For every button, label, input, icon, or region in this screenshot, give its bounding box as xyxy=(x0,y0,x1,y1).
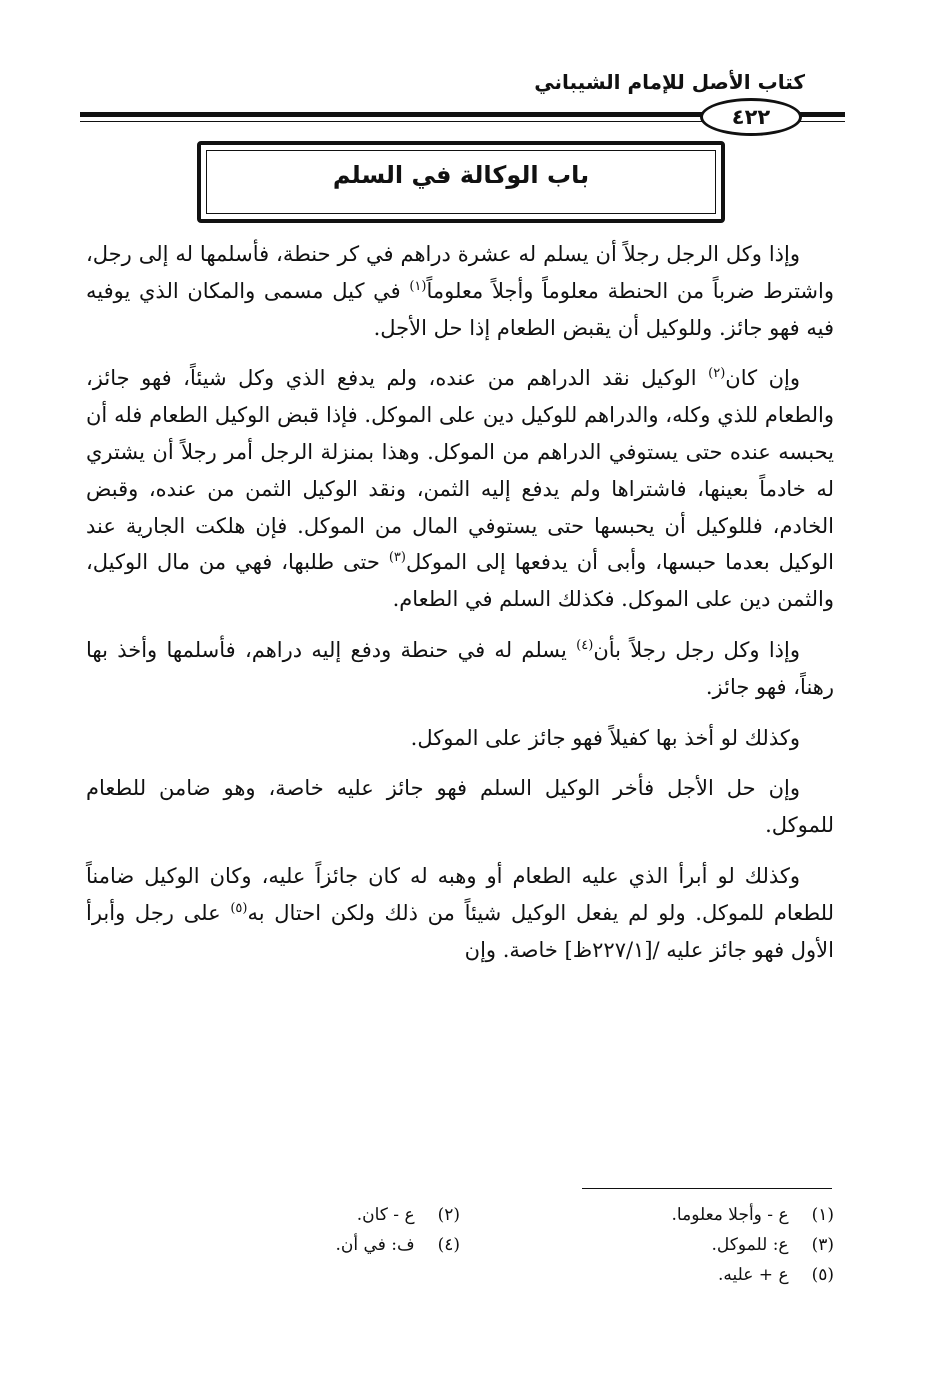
text-run: وكذلك لو أبرأ الذي عليه الطعام أو وهبه له كان جائزاً عليه، وكان الوكيل ضامناً للطعام للموكل. ولو لم يفعل الوكيل شيئاً من ذلك ولكن احتال به xyxy=(86,863,834,925)
footnote-reference: (٢) xyxy=(708,366,726,382)
footnote-separator xyxy=(582,1188,832,1189)
footnote xyxy=(460,1260,834,1290)
text-run: في كيل مسمى والمكان الذي يوفيه فيه فهو جائز. وللوكيل أن يقبض الطعام إذا حل الأجل. xyxy=(86,278,834,340)
text-run: حتى طلبها، فهي من مال الوكيل، والثمن دين على الموكل. فكذلك السلم في الطعام. xyxy=(86,550,834,612)
footnote-row xyxy=(86,1200,834,1230)
text-run: وإذا وكل رجل رجلاً بأن xyxy=(593,637,801,662)
footnote xyxy=(86,1200,460,1230)
text-run: الوكيل نقد الدراهم من عنده، ولم يدفع الذي وكل شيئاً، فهو جائز، والطعام للذي وكله، والدراهم للوكيل دين على الموكل. فإذا قبض الوكيل الطعام فله أن يحبسه عنده حتى يستوفي الدراهم من الموكل. وهذا بمنزلة الرجل أمر رجلاً أن يشتري له خادماً بعينها، فاشتراها ولم يدفع إليه الثمن، ونقد الوكيل الثمن من عنده، وقبض الخادم، فللوكيل أن يحبسها حتى يستوفي المال من الموكل. فإن هلكت الجارية عند الوكيل بعدما حبسها، وأبى أن يدفعها إلى الموكل xyxy=(86,366,835,575)
text-run: وإن كان xyxy=(725,366,800,391)
footnote-number: (١) xyxy=(811,1205,834,1225)
footnote xyxy=(460,1230,834,1260)
text-run: وكذلك لو أخذ بها كفيلاً فهو جائز على الموكل. xyxy=(410,725,800,750)
footnote-text: ع - كان. xyxy=(356,1205,415,1225)
page-number: ٤٢٢ xyxy=(700,98,802,136)
footnotes xyxy=(86,1200,834,1290)
body-paragraph xyxy=(86,632,834,706)
footnote-reference: (٥) xyxy=(230,900,248,916)
footnote-number: (٥) xyxy=(811,1265,834,1285)
text-run: على رجل وأبرأ الأول فهو جائز عليه /[٢٢٧/١ظ] خاصة. وإن xyxy=(86,900,834,962)
body-paragraph xyxy=(86,236,834,346)
footnote xyxy=(86,1230,460,1260)
body-paragraph xyxy=(86,360,834,618)
running-header xyxy=(80,68,845,129)
footnote-text: ع + عليه. xyxy=(717,1265,789,1285)
body-text xyxy=(86,236,834,982)
footnote-number: (٢) xyxy=(437,1205,460,1225)
footnote-text: ع - وأجلا معلوما. xyxy=(671,1205,789,1225)
text-run: وإذا وكل الرجل رجلاً أن يسلم له عشرة دراهم في كر حنطة، فأسلمها له إلى رجل، واشترط ضرباً من الحنطة معلوماً وأجلاً معلوماً xyxy=(86,242,834,303)
footnote-row xyxy=(86,1260,834,1290)
footnote-reference: (٤) xyxy=(576,637,594,653)
footnote-number: (٣) xyxy=(811,1235,834,1255)
body-paragraph xyxy=(86,720,834,757)
book-title: كتاب الأصل للإمام الشيباني xyxy=(534,70,805,94)
text-run: يسلم له في حنطة ودفع إليه دراهم، فأسلمها وأخذ بها رهناً، فهو جائز. xyxy=(86,637,834,699)
chapter-title: باب الوكالة في السلم xyxy=(332,161,590,189)
footnote-text: ف: في أن. xyxy=(335,1235,415,1255)
footnote xyxy=(460,1200,834,1230)
body-paragraph xyxy=(86,770,834,844)
footnote-text: ع: للموكل. xyxy=(711,1235,789,1255)
text-run: وإن حل الأجل فأخر الوكيل السلم فهو جائز عليه خاصة، وهو ضامن للطعام للموكل. xyxy=(86,776,834,838)
footnote-row xyxy=(86,1230,834,1260)
chapter-heading-frame xyxy=(197,141,725,223)
footnote-reference: (١) xyxy=(409,278,427,294)
footnote-number: (٤) xyxy=(437,1235,460,1255)
body-paragraph xyxy=(86,858,834,968)
footnote-reference: (٣) xyxy=(388,550,406,566)
